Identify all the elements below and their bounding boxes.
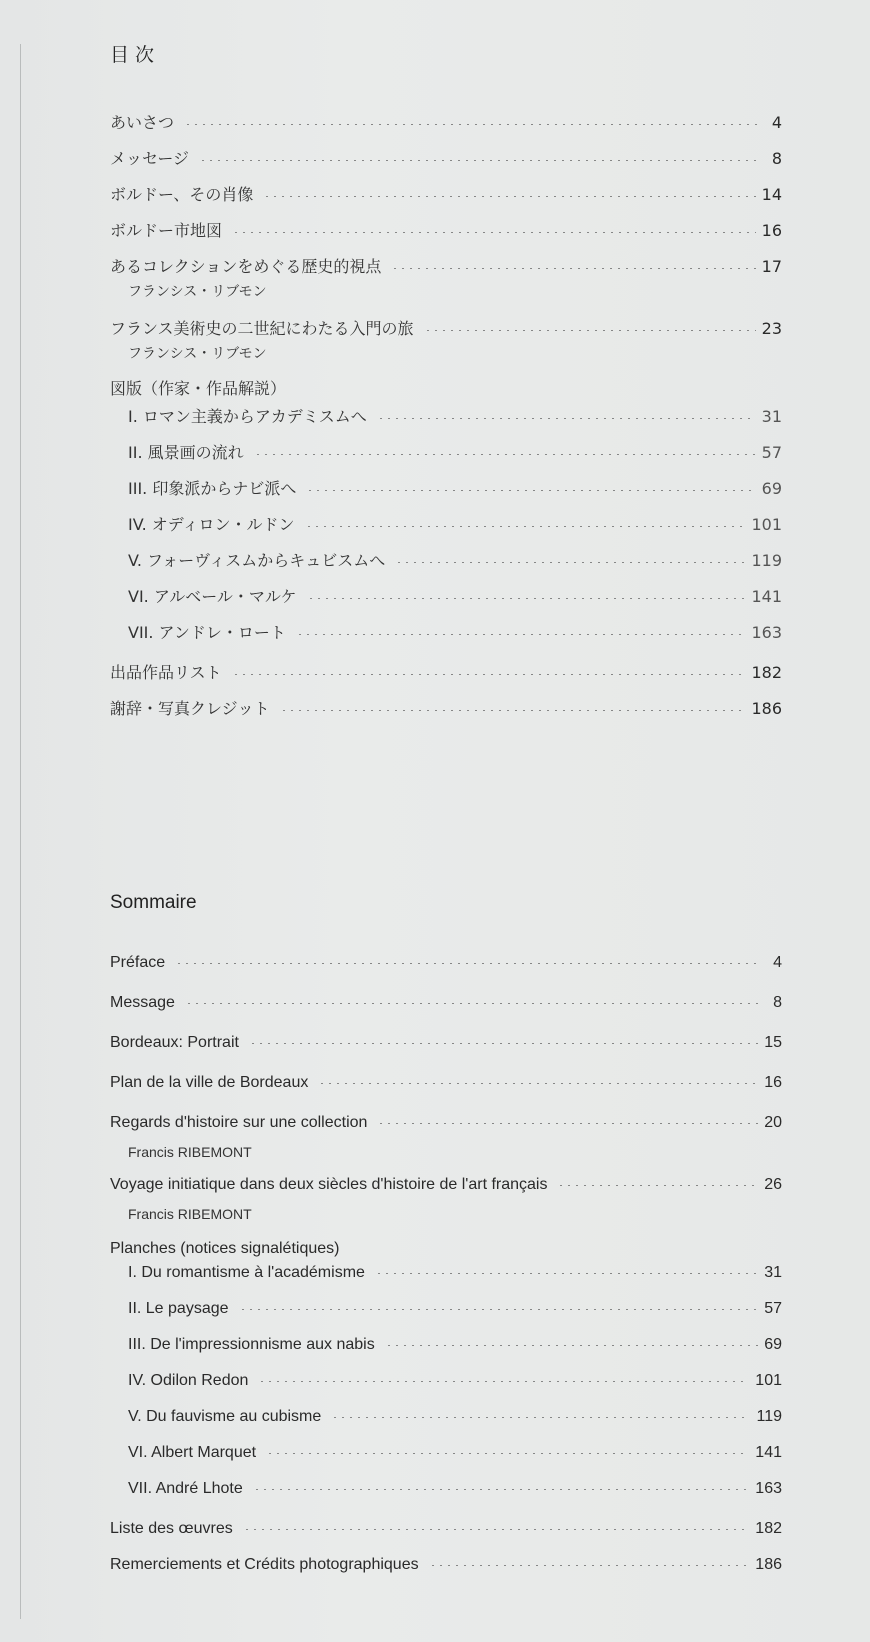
toc-entry-fr-preface: [110, 954, 782, 981]
toc-plate-entry: [128, 584, 782, 611]
toc-entry-jp-list: [110, 660, 782, 687]
toc-entry-jp-voyage: [110, 316, 782, 343]
toc-entry-author: Francis RIBEMONT: [128, 1144, 252, 1160]
leader-dots: [424, 330, 756, 331]
leader-dots: [258, 1381, 749, 1382]
toc-entry-title: II. 風景画の流れ: [128, 443, 244, 462]
toc-entry-page: 101: [755, 1372, 782, 1389]
toc-entry-title: Voyage initiatique dans deux siècles d'histoire de l'art français: [110, 1176, 548, 1193]
leader-dots: [296, 634, 746, 635]
leader-dots: [184, 124, 760, 125]
leader-dots: [429, 1565, 750, 1566]
toc-plates-heading-fr: Planches (notices signalétiques): [110, 1240, 340, 1257]
toc-entry-page: 4: [771, 113, 782, 132]
toc-plate-entry: [128, 512, 782, 539]
toc-entry-page: 69: [764, 1336, 782, 1353]
toc-entry-title: V. フォーヴィスムからキュビスムへ: [128, 551, 386, 570]
leader-dots: [385, 1345, 758, 1346]
toc-entry-jp-greeting: [110, 110, 782, 137]
toc-plate-entry: [128, 404, 782, 431]
toc-entry-page: 14: [761, 185, 782, 204]
toc-entry-title: Bordeaux: Portrait: [110, 1034, 239, 1051]
toc-entry-fr-voyage: [110, 1176, 782, 1203]
toc-entry-title: I. ロマン主義からアカデミスムへ: [128, 407, 367, 426]
toc-entry-title: Remerciements et Crédits photographiques: [110, 1556, 419, 1573]
toc-entry-title: ボルドー市地図: [110, 221, 223, 240]
leader-dots: [249, 1043, 758, 1044]
toc-entry-page: 69: [761, 479, 782, 498]
leader-dots: [557, 1185, 758, 1186]
toc-title-fr: Sommaire: [110, 892, 197, 913]
toc-plates-list-jp: [110, 404, 782, 647]
toc-entry-page: 31: [761, 407, 782, 426]
toc-entry-title: あるコレクションをめぐる歴史的視点: [110, 257, 382, 276]
toc-entry-title: I. Du romantisme à l'académisme: [128, 1264, 365, 1281]
toc-entry-fr-list: [110, 1520, 782, 1547]
toc-plate-entry: [128, 1372, 782, 1399]
toc-entry-page: 119: [756, 1408, 782, 1425]
toc-entry-page: 57: [761, 443, 782, 462]
leader-dots: [307, 598, 746, 599]
toc-entry-page: 16: [764, 1074, 782, 1091]
toc-entry-page: 182: [751, 663, 782, 682]
toc-entry-title: ボルドー、その肖像: [110, 185, 254, 204]
leader-dots: [375, 1273, 758, 1274]
toc-entry-author: フランシス・リブモン: [128, 346, 267, 362]
toc-entry-title: Message: [110, 994, 175, 1011]
toc-entry-title: III. De l'impressionnisme aux nabis: [128, 1336, 375, 1353]
toc-plate-entry: [128, 476, 782, 503]
leader-dots: [391, 268, 755, 269]
toc-plate-entry: [128, 1264, 782, 1291]
toc-entry-title: Plan de la ville de Bordeaux: [110, 1074, 309, 1091]
toc-entry-title: Regards d'histoire sur une collection: [110, 1114, 368, 1131]
leader-dots: [305, 526, 746, 527]
toc-entry-page: 8: [773, 994, 782, 1011]
toc-entry-title: Préface: [110, 954, 166, 971]
toc-entry-jp-message: [110, 146, 782, 173]
toc-entry-author: Francis RIBEMONT: [128, 1206, 252, 1222]
leader-dots: [306, 490, 755, 491]
toc-entry-page: 15: [764, 1034, 782, 1051]
toc-entry-title: 出品作品リスト: [110, 663, 222, 682]
leader-dots: [243, 1529, 750, 1530]
toc-entry-jp-map: [110, 218, 782, 245]
toc-entry-fr-portrait: [110, 1034, 782, 1061]
toc-entry-title: IV. オディロン・ルドン: [128, 515, 295, 534]
toc-entry-page: 17: [761, 257, 782, 276]
toc-plate-entry: [128, 1336, 782, 1363]
leader-dots: [232, 232, 756, 233]
toc-entry-page: 163: [751, 623, 782, 642]
toc-entry-title: 謝辞・写真クレジット: [110, 699, 270, 718]
toc-entry-title: Liste des œuvres: [110, 1520, 233, 1537]
toc-entry-page: 23: [761, 319, 782, 338]
toc-entry-page: 141: [755, 1444, 782, 1461]
toc-japanese: [110, 40, 782, 723]
toc-entry-author: フランシス・リブモン: [128, 284, 267, 300]
leader-dots: [395, 562, 745, 563]
toc-list-jp: [110, 110, 782, 723]
leader-dots: [185, 1003, 760, 1004]
toc-entry-title: VI. Albert Marquet: [128, 1444, 257, 1461]
toc-entry-jp-collection: [110, 254, 782, 281]
toc-entry-title: メッセージ: [110, 149, 190, 168]
toc-entry-page: 26: [764, 1176, 782, 1193]
toc-entry-title: VII. André Lhote: [128, 1480, 243, 1497]
toc-french: [110, 888, 782, 1583]
toc-entry-fr-map: [110, 1074, 782, 1101]
toc-entry-title: フランス美術史の二世紀にわたる入門の旅: [110, 319, 414, 338]
toc-entry-title: V. Du fauvisme au cubisme: [128, 1408, 322, 1425]
toc-plates-heading-jp: 図版（作家・作品解説）: [110, 379, 287, 398]
toc-entry-title: II. Le paysage: [128, 1300, 229, 1317]
toc-entry-page: 141: [751, 587, 782, 606]
leader-dots: [232, 674, 746, 675]
leader-dots: [253, 1489, 750, 1490]
toc-plate-entry: [128, 1480, 782, 1507]
toc-list-fr: [110, 954, 782, 1583]
toc-entry-jp-portrait: [110, 182, 782, 209]
toc-plate-entry: [128, 620, 782, 647]
toc-entry-title: VI. アルベール・マルケ: [128, 587, 297, 606]
toc-plate-entry: [128, 1444, 782, 1471]
toc-entry-page: 119: [751, 551, 782, 570]
toc-entry-page: 182: [755, 1520, 782, 1537]
leader-dots: [199, 160, 760, 161]
leader-dots: [280, 710, 746, 711]
toc-entry-page: 8: [771, 149, 782, 168]
toc-entry-title: あいさつ: [110, 113, 175, 132]
toc-entry-jp-credits: [110, 696, 782, 723]
toc-entry-page: 31: [764, 1264, 782, 1281]
toc-plate-entry: [128, 548, 782, 575]
leader-dots: [331, 1417, 750, 1418]
toc-plate-entry: [128, 1300, 782, 1327]
toc-entry-page: 16: [761, 221, 782, 240]
leader-dots: [175, 963, 760, 964]
toc-entry-title: III. 印象派からナビ派へ: [128, 479, 297, 498]
toc-entry-page: 186: [755, 1556, 782, 1573]
leader-dots: [377, 1123, 758, 1124]
leader-dots: [318, 1083, 758, 1084]
toc-plate-entry: [128, 440, 782, 467]
toc-title-jp: 目次: [110, 44, 161, 66]
toc-entry-fr-message: [110, 994, 782, 1021]
toc-entry-page: 101: [751, 515, 782, 534]
page-edge-line: [20, 44, 21, 1619]
toc-entry-fr-credits: [110, 1556, 782, 1583]
leader-dots: [266, 1453, 749, 1454]
leader-dots: [263, 196, 755, 197]
toc-entry-page: 4: [773, 954, 782, 971]
leader-dots: [377, 418, 756, 419]
leader-dots: [239, 1309, 759, 1310]
toc-entry-page: 57: [764, 1300, 782, 1317]
toc-entry-title: IV. Odilon Redon: [128, 1372, 249, 1389]
toc-entry-page: 186: [751, 699, 782, 718]
toc-plates-list-fr: [110, 1264, 782, 1507]
toc-entry-page: 20: [764, 1114, 782, 1131]
toc-entry-fr-regards: [110, 1114, 782, 1141]
toc-entry-title: VII. アンドレ・ロート: [128, 623, 286, 642]
leader-dots: [254, 454, 756, 455]
toc-plate-entry: [128, 1408, 782, 1435]
toc-entry-page: 163: [755, 1480, 782, 1497]
